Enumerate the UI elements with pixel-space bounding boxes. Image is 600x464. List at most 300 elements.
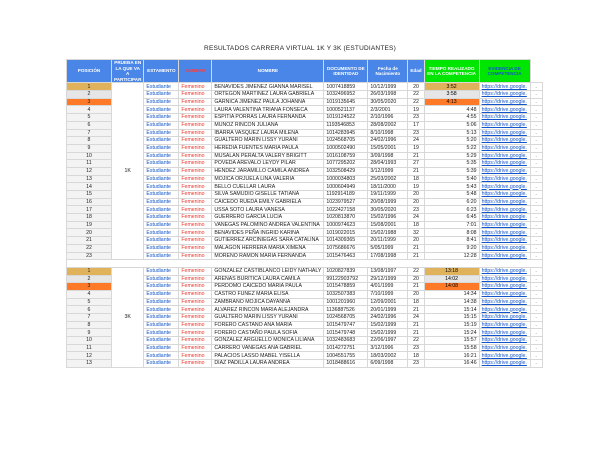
cell-evidencia-link[interactable]: https://drive.google. [479,98,530,106]
cell-nombre[interactable]: CASTRO FUNEZ MARIA ELISA [212,290,324,298]
cell-nombre[interactable]: GONZÁLEZ ARGÜELLO MÓNICA LILIANA [212,337,324,345]
cell-genero[interactable]: Femenino [179,175,212,183]
cell-evidencia-link[interactable]: https://drive.google. [479,329,530,337]
cell-tiempo[interactable]: 12:28 [424,252,479,260]
cell-nombre[interactable]: GUERRERO GARCIA LUCIA [212,214,324,222]
cell-fecha[interactable]: 4/01/1999 [368,283,408,291]
cell-genero[interactable]: Femenino [179,283,212,291]
cell-evidencia-link[interactable]: https://drive.google. [479,252,530,260]
cell-posicion[interactable]: 22 [67,244,112,252]
cell-estamento[interactable]: Estudiante [144,167,179,175]
cell-tiempo[interactable]: 15:58 [424,344,479,352]
cell-nombre[interactable]: VANEGAS PALOMINO ANDREA VALENTINA [212,221,324,229]
cell-edad[interactable]: 21 [408,152,424,160]
cell-posicion[interactable]: 23 [67,252,112,260]
cell-documento[interactable]: 1000034803 [324,175,368,183]
cell-documento[interactable]: 1015476463 [324,252,368,260]
cell-documento[interactable]: 1019135645 [324,98,368,106]
cell-posicion[interactable]: 16 [67,198,112,206]
cell-estamento[interactable]: Estudiante [144,198,179,206]
cell-fecha[interactable]: 15/02/1999 [368,329,408,337]
cell-edad[interactable]: 27 [408,160,424,168]
cell-estamento[interactable]: Estudiante [144,98,179,106]
cell-nombre[interactable]: DÍAZ PADILLA LAURA ANDREA [212,360,324,368]
cell-evidencia-link[interactable]: https://drive.google. [479,152,530,160]
cell-posicion[interactable]: 3 [67,98,112,106]
cell-nombre[interactable]: MORENO RAMÓN MARÍA FERNANDA [212,252,324,260]
cell-tiempo[interactable]: 5:29 [424,152,479,160]
cell-evidencia-link[interactable]: https://drive.google. [479,244,530,252]
cell-evidencia-link[interactable]: https://drive.google. [479,144,530,152]
cell-genero[interactable]: Femenino [179,183,212,191]
cell-nombre[interactable]: IBARRA VASQUEZ LAURA MILENA [212,129,324,137]
cell-documento[interactable]: 99122903792 [324,275,368,283]
cell-fecha[interactable]: 24/02/1996 [368,137,408,145]
cell-estamento[interactable]: Estudiante [144,237,179,245]
cell-edad[interactable]: 24 [408,137,424,145]
cell-documento[interactable]: 1024568705 [324,137,368,145]
cell-genero[interactable]: Femenino [179,160,212,168]
cell-genero[interactable]: Femenino [179,252,212,260]
cell-genero[interactable]: Femenino [179,83,212,91]
header-fecha[interactable]: Fecha de Nacimiento [368,60,408,83]
header-documento[interactable]: DOCUMENTO DE IDENTIDAD [324,60,368,83]
cell-nombre[interactable]: ZAMBRANO MOJICA DAYANNA [212,298,324,306]
cell-posicion[interactable]: 7 [67,129,112,137]
cell-edad[interactable]: 20 [408,275,424,283]
cell-estamento[interactable]: Estudiante [144,321,179,329]
cell-edad[interactable]: 21 [408,167,424,175]
header-prueba[interactable]: PRUEBA EN LA QUE VA A PARTICIPAR [112,60,144,83]
cell-nombre[interactable]: ESPITIA PORRAS LAURA FERNANDA [212,114,324,122]
cell-edad[interactable]: 18 [408,221,424,229]
cell-edad[interactable]: 23 [408,360,424,368]
cell-evidencia-link[interactable]: https://drive.google. [479,229,530,237]
cell-edad[interactable]: 17 [408,121,424,129]
cell-genero[interactable]: Femenino [179,144,212,152]
cell-documento[interactable]: 1014283945 [324,129,368,137]
cell-fecha[interactable]: 15/05/2001 [368,144,408,152]
cell-edad[interactable]: 20 [408,191,424,199]
cell-posicion[interactable]: 5 [67,298,112,306]
cell-fecha[interactable]: 3/12/1999 [368,167,408,175]
cell-fecha[interactable]: 18/11/2000 [368,183,408,191]
cell-documento[interactable]: 1032483683 [324,337,368,345]
cell-estamento[interactable]: Estudiante [144,121,179,129]
cell-tiempo[interactable]: 5:13 [424,129,479,137]
cell-tiempo[interactable]: 5:43 [424,183,479,191]
cell-tiempo[interactable]: 16:21 [424,352,479,360]
cell-evidencia-link[interactable]: https://drive.google. [479,275,530,283]
header-estamento[interactable]: ESTAMENTO [144,60,179,83]
cell-documento[interactable]: 1192914189 [324,191,368,199]
cell-estamento[interactable]: Estudiante [144,91,179,99]
cell-nombre[interactable]: MUSALAN PERALTA VALERY BRIGITT [212,152,324,160]
cell-evidencia-link[interactable]: https://drive.google. [479,183,530,191]
cell-tiempo[interactable]: 8:08 [424,229,479,237]
cell-fecha[interactable]: 5/05/1999 [368,244,408,252]
header-genero[interactable]: GENERO [179,60,212,83]
cell-evidencia-link[interactable]: https://drive.google. [479,314,530,322]
cell-prueba-category[interactable]: 1K [112,83,144,260]
cell-tiempo[interactable]: 5:40 [424,175,479,183]
cell-documento[interactable]: 1014272751 [324,344,368,352]
cell-documento[interactable]: 1007418859 [324,83,368,91]
cell-documento[interactable]: 1023979527 [324,198,368,206]
cell-edad[interactable]: 20 [408,83,424,91]
cell-estamento[interactable]: Estudiante [144,352,179,360]
cell-estamento[interactable]: Estudiante [144,129,179,137]
cell-fecha[interactable]: 19/11/1999 [368,191,408,199]
cell-evidencia-link[interactable]: https://drive.google. [479,206,530,214]
cell-fecha[interactable]: 24/02/1996 [368,314,408,322]
cell-fecha[interactable]: 30/05/2020 [368,98,408,106]
cell-genero[interactable]: Femenino [179,244,212,252]
cell-estamento[interactable]: Estudiante [144,221,179,229]
cell-fecha[interactable]: 17/08/1998 [368,252,408,260]
cell-estamento[interactable]: Estudiante [144,114,179,122]
cell-fecha[interactable]: 30/05/2020 [368,206,408,214]
cell-edad[interactable]: 22 [408,98,424,106]
cell-nombre[interactable]: GUTIERREZ ARCINIEGAS SARA CATALINA [212,237,324,245]
cell-tiempo[interactable]: 9:20 [424,244,479,252]
cell-fecha[interactable]: 20/08/1999 [368,198,408,206]
cell-tiempo[interactable]: 8:41 [424,237,479,245]
cell-nombre[interactable]: GONZÁLEZ CASTIBLANCO LEIDY NATHALY [212,267,324,275]
cell-fecha[interactable]: 15/02/1996 [368,214,408,222]
cell-fecha[interactable]: 25/03/2002 [368,175,408,183]
cell-genero[interactable]: Femenino [179,129,212,137]
cell-genero[interactable]: Femenino [179,152,212,160]
cell-fecha[interactable]: 12/09/2001 [368,298,408,306]
table-row[interactable] [67,267,543,275]
cell-evidencia-link[interactable]: https://drive.google. [479,214,530,222]
cell-fecha[interactable]: 7/10/1999 [368,290,408,298]
cell-documento[interactable]: 1032508429 [324,167,368,175]
cell-evidencia-link[interactable]: https://drive.google. [479,221,530,229]
cell-fecha[interactable]: 20/11/1999 [368,237,408,245]
cell-estamento[interactable]: Estudiante [144,106,179,114]
cell-tiempo[interactable]: 6:45 [424,214,479,222]
cell-estamento[interactable]: Estudiante [144,252,179,260]
cell-tiempo[interactable]: 6:20 [424,198,479,206]
cell-fecha[interactable]: 22/06/1997 [368,337,408,345]
cell-tiempo[interactable]: 3:52 [424,83,479,91]
cell-genero[interactable]: Femenino [179,237,212,245]
cell-tiempo[interactable]: 15:57 [424,337,479,345]
cell-estamento[interactable]: Estudiante [144,244,179,252]
cell-tiempo[interactable]: 15:14 [424,306,479,314]
cell-estamento[interactable]: Estudiante [144,160,179,168]
cell-nombre[interactable]: MOJICA ORJUELA LINA VALERIA [212,175,324,183]
cell-tiempo[interactable]: 4:13 [424,98,479,106]
cell-posicion[interactable]: 12 [67,352,112,360]
cell-documento[interactable]: 1024568705 [324,314,368,322]
cell-edad[interactable]: 23 [408,344,424,352]
cell-estamento[interactable]: Estudiante [144,175,179,183]
cell-edad[interactable]: 18 [408,298,424,306]
cell-edad[interactable]: 19 [408,144,424,152]
cell-documento[interactable]: 1077295202 [324,160,368,168]
cell-genero[interactable]: Femenino [179,314,212,322]
cell-evidencia-link[interactable]: https://drive.google. [479,167,530,175]
cell-evidencia-link[interactable]: https://drive.google. [479,306,530,314]
cell-edad[interactable]: 19 [408,106,424,114]
cell-documento[interactable]: 1032507383 [324,290,368,298]
cell-tiempo[interactable]: 3:58 [424,91,479,99]
cell-documento[interactable]: 1020813870 [324,214,368,222]
cell-evidencia-link[interactable]: https://drive.google. [479,290,530,298]
cell-genero[interactable]: Femenino [179,114,212,122]
cell-estamento[interactable]: Estudiante [144,290,179,298]
cell-tiempo[interactable]: 15:24 [424,329,479,337]
cell-documento[interactable]: 1075686676 [324,244,368,252]
cell-posicion[interactable]: 15 [67,191,112,199]
cell-evidencia-link[interactable]: https://drive.google. [479,352,530,360]
cell-genero[interactable]: Femenino [179,337,212,345]
cell-posicion[interactable]: 20 [67,229,112,237]
cell-edad[interactable]: 22 [408,91,424,99]
cell-evidencia-link[interactable]: https://drive.google. [479,83,530,91]
cell-evidencia-link[interactable]: https://drive.google. [479,360,530,368]
cell-estamento[interactable]: Estudiante [144,144,179,152]
cell-estamento[interactable]: Estudiante [144,83,179,91]
cell-documento[interactable]: 1014309365 [324,237,368,245]
cell-posicion[interactable]: 17 [67,206,112,214]
cell-evidencia-link[interactable]: https://drive.google. [479,175,530,183]
cell-documento[interactable]: 1000502490 [324,144,368,152]
cell-genero[interactable]: Femenino [179,137,212,145]
cell-tiempo[interactable]: 14:38 [424,298,479,306]
cell-posicion[interactable]: 1 [67,83,112,91]
cell-tiempo[interactable]: 13:18 [424,267,479,275]
cell-posicion[interactable]: 9 [67,329,112,337]
cell-posicion[interactable]: 3 [67,283,112,291]
cell-posicion[interactable]: 14 [67,183,112,191]
cell-evidencia-link[interactable]: https://drive.google. [479,129,530,137]
cell-genero[interactable]: Femenino [179,167,212,175]
cell-posicion[interactable]: 8 [67,137,112,145]
cell-nombre[interactable]: MUÑOZ RINCÓN JULIANA [212,121,324,129]
cell-fecha[interactable]: 29/12/1999 [368,275,408,283]
cell-genero[interactable]: Femenino [179,91,212,99]
cell-nombre[interactable]: FORERO CASTAÑO ANA MARIA [212,321,324,329]
cell-tiempo[interactable]: 16:46 [424,360,479,368]
cell-evidencia-link[interactable]: https://drive.google. [479,160,530,168]
cell-evidencia-link[interactable]: https://drive.google. [479,114,530,122]
table-row[interactable] [67,83,543,91]
cell-posicion[interactable]: 13 [67,175,112,183]
cell-documento[interactable]: 1018488616 [324,360,368,368]
cell-genero[interactable]: Femenino [179,229,212,237]
cell-documento[interactable]: 1000974623 [324,221,368,229]
cell-nombre[interactable]: CARRERO VANEGAS ANA GABRIEL [212,344,324,352]
cell-posicion[interactable]: 4 [67,106,112,114]
cell-estamento[interactable]: Estudiante [144,344,179,352]
cell-prueba-category[interactable]: 3K [112,267,144,367]
header-nombre[interactable]: NOMBRE [212,60,324,83]
cell-genero[interactable]: Femenino [179,290,212,298]
header-tiempo[interactable]: TIEMPO REALIZADO EN LA COMPETENCIA [424,60,479,83]
cell-estamento[interactable]: Estudiante [144,206,179,214]
cell-posicion[interactable]: 2 [67,275,112,283]
cell-genero[interactable]: Femenino [179,221,212,229]
cell-documento[interactable]: 1032496952 [324,91,368,99]
cell-fecha[interactable]: 2/3/2001 [368,106,408,114]
cell-estamento[interactable]: Estudiante [144,183,179,191]
cell-edad[interactable]: 32 [408,229,424,237]
cell-tiempo[interactable]: 15:15 [424,314,479,322]
cell-posicion[interactable]: 12 [67,167,112,175]
cell-nombre[interactable]: MALAGON HERRERA MARIA XIMENA [212,244,324,252]
cell-nombre[interactable]: BENAVIDES JIMENEZ GIANNA MARISEL [212,83,324,91]
cell-estamento[interactable]: Estudiante [144,337,179,345]
cell-posicion[interactable]: 13 [67,360,112,368]
cell-edad[interactable]: 21 [408,283,424,291]
cell-edad[interactable]: 18 [408,175,424,183]
cell-posicion[interactable]: 2 [67,91,112,99]
cell-fecha[interactable]: 26/03/1998 [368,91,408,99]
cell-evidencia-link[interactable]: https://drive.google. [479,91,530,99]
cell-fecha[interactable]: 28/08/2002 [368,121,408,129]
cell-estamento[interactable]: Estudiante [144,152,179,160]
cell-fecha[interactable]: 3/09/1998 [368,152,408,160]
cell-estamento[interactable]: Estudiante [144,314,179,322]
cell-fecha[interactable]: 3/12/1996 [368,344,408,352]
cell-nombre[interactable]: USSA SOTO LAURA VANESA [212,206,324,214]
cell-genero[interactable]: Femenino [179,106,212,114]
cell-genero[interactable]: Femenino [179,275,212,283]
cell-documento[interactable]: 1136887526 [324,306,368,314]
cell-fecha[interactable]: 6/09/1998 [368,360,408,368]
cell-estamento[interactable]: Estudiante [144,298,179,306]
cell-estamento[interactable]: Estudiante [144,329,179,337]
cell-tiempo[interactable]: 5:06 [424,121,479,129]
cell-posicion[interactable]: 19 [67,221,112,229]
cell-fecha[interactable]: 20/01/1999 [368,306,408,314]
cell-posicion[interactable]: 7 [67,314,112,322]
cell-estamento[interactable]: Estudiante [144,214,179,222]
cell-edad[interactable]: 19 [408,183,424,191]
cell-estamento[interactable]: Estudiante [144,191,179,199]
cell-evidencia-link[interactable]: https://drive.google. [479,106,530,114]
cell-posicion[interactable]: 10 [67,152,112,160]
header-posicion[interactable]: POSICIÓN [67,60,112,83]
cell-documento[interactable]: 1015478859 [324,283,368,291]
cell-genero[interactable]: Femenino [179,360,212,368]
cell-evidencia-link[interactable]: https://drive.google. [479,298,530,306]
cell-tiempo[interactable]: 5:48 [424,191,479,199]
cell-documento[interactable]: 1015479748 [324,329,368,337]
cell-edad[interactable]: 23 [408,206,424,214]
cell-nombre[interactable]: PERDOMO CAICEDO MARIA PAULA [212,283,324,291]
cell-genero[interactable]: Femenino [179,306,212,314]
cell-edad[interactable]: 23 [408,114,424,122]
cell-nombre[interactable]: POVEDA AREVALO LEYDY PILAR [212,160,324,168]
cell-tiempo[interactable]: 15:19 [424,321,479,329]
cell-genero[interactable]: Femenino [179,121,212,129]
cell-genero[interactable]: Femenino [179,267,212,275]
cell-documento[interactable]: 1000604949 [324,183,368,191]
cell-edad[interactable]: 21 [408,321,424,329]
cell-estamento[interactable]: Estudiante [144,267,179,275]
cell-evidencia-link[interactable]: https://drive.google. [479,137,530,145]
cell-edad[interactable]: 24 [408,214,424,222]
cell-nombre[interactable]: BELLO CUELLAR LAURA [212,183,324,191]
cell-genero[interactable]: Femenino [179,344,212,352]
cell-nombre[interactable]: HENDEZ JARAMILLO CAMILA ANDREA [212,167,324,175]
cell-evidencia-link[interactable]: https://drive.google. [479,267,530,275]
cell-evidencia-link[interactable]: https://drive.google. [479,337,530,345]
cell-tiempo[interactable]: 4:55 [424,114,479,122]
cell-evidencia-link[interactable]: https://drive.google. [479,321,530,329]
header-edad[interactable]: Edad [408,60,424,83]
cell-evidencia-link[interactable]: https://drive.google. [479,344,530,352]
cell-evidencia-link[interactable]: https://drive.google. [479,198,530,206]
cell-tiempo[interactable]: 5:20 [424,137,479,145]
cell-evidencia-link[interactable]: https://drive.google. [479,191,530,199]
cell-estamento[interactable]: Estudiante [144,229,179,237]
cell-nombre[interactable]: LAURA VALENTINA TRIANA FONSECA [212,106,324,114]
cell-edad[interactable]: 20 [408,198,424,206]
cell-genero[interactable]: Femenino [179,98,212,106]
cell-posicion[interactable]: 11 [67,160,112,168]
cell-edad[interactable]: 20 [408,237,424,245]
cell-nombre[interactable]: SILVA SAMUDIO GISELLE TATIANA [212,191,324,199]
cell-documento[interactable]: 1022427158 [324,206,368,214]
cell-documento[interactable]: 1000521137 [324,106,368,114]
cell-genero[interactable]: Femenino [179,191,212,199]
cell-edad[interactable]: 24 [408,314,424,322]
cell-tiempo[interactable]: 14:02 [424,275,479,283]
cell-evidencia-link[interactable]: https://drive.google. [479,237,530,245]
cell-fecha[interactable]: 8/10/1998 [368,129,408,137]
cell-nombre[interactable]: GUALTERO MARIN LISSY YURANI [212,137,324,145]
cell-estamento[interactable]: Estudiante [144,306,179,314]
cell-fecha[interactable]: 13/08/1997 [368,267,408,275]
cell-documento[interactable]: 1001201960 [324,298,368,306]
cell-documento[interactable]: 1016108759 [324,152,368,160]
cell-nombre[interactable]: PALACIOS LASSO MABEL YISELLA [212,352,324,360]
cell-tiempo[interactable]: 4:48 [424,106,479,114]
cell-edad[interactable]: 21 [408,329,424,337]
cell-documento[interactable]: 1015479747 [324,321,368,329]
cell-nombre[interactable]: ORTEGON MARTINEZ LAURA GABRIELA [212,91,324,99]
cell-fecha[interactable]: 10/12/1999 [368,83,408,91]
cell-nombre[interactable]: ALVAREZ RINCON MARIA ALEJANDRA [212,306,324,314]
header-evidencia[interactable]: EVIDENCIA DE COMPETENCIA [479,60,530,83]
cell-nombre[interactable]: CAICEDO RUEDA EMILY GABRIELA [212,198,324,206]
cell-nombre[interactable]: HEREDIA FUENTES MARIA PAULA [212,144,324,152]
cell-posicion[interactable]: 10 [67,337,112,345]
cell-tiempo[interactable]: 14:08 [424,283,479,291]
cell-posicion[interactable]: 1 [67,267,112,275]
cell-estamento[interactable]: Estudiante [144,360,179,368]
cell-posicion[interactable]: 5 [67,114,112,122]
cell-edad[interactable]: 21 [408,244,424,252]
cell-genero[interactable]: Femenino [179,321,212,329]
cell-tiempo[interactable]: 5:35 [424,160,479,168]
cell-tiempo[interactable]: 5:22 [424,144,479,152]
cell-genero[interactable]: Femenino [179,352,212,360]
cell-tiempo[interactable]: 14:34 [424,290,479,298]
cell-fecha[interactable]: 18/03/2002 [368,352,408,360]
cell-tiempo[interactable]: 6:23 [424,206,479,214]
cell-nombre[interactable]: FORERO CASTAÑO PAULA SOFIA [212,329,324,337]
cell-documento[interactable]: 1020827839 [324,267,368,275]
cell-nombre[interactable]: GUALTERO MARIN LISSY YURANI [212,314,324,322]
cell-fecha[interactable]: 15/02/1988 [368,229,408,237]
